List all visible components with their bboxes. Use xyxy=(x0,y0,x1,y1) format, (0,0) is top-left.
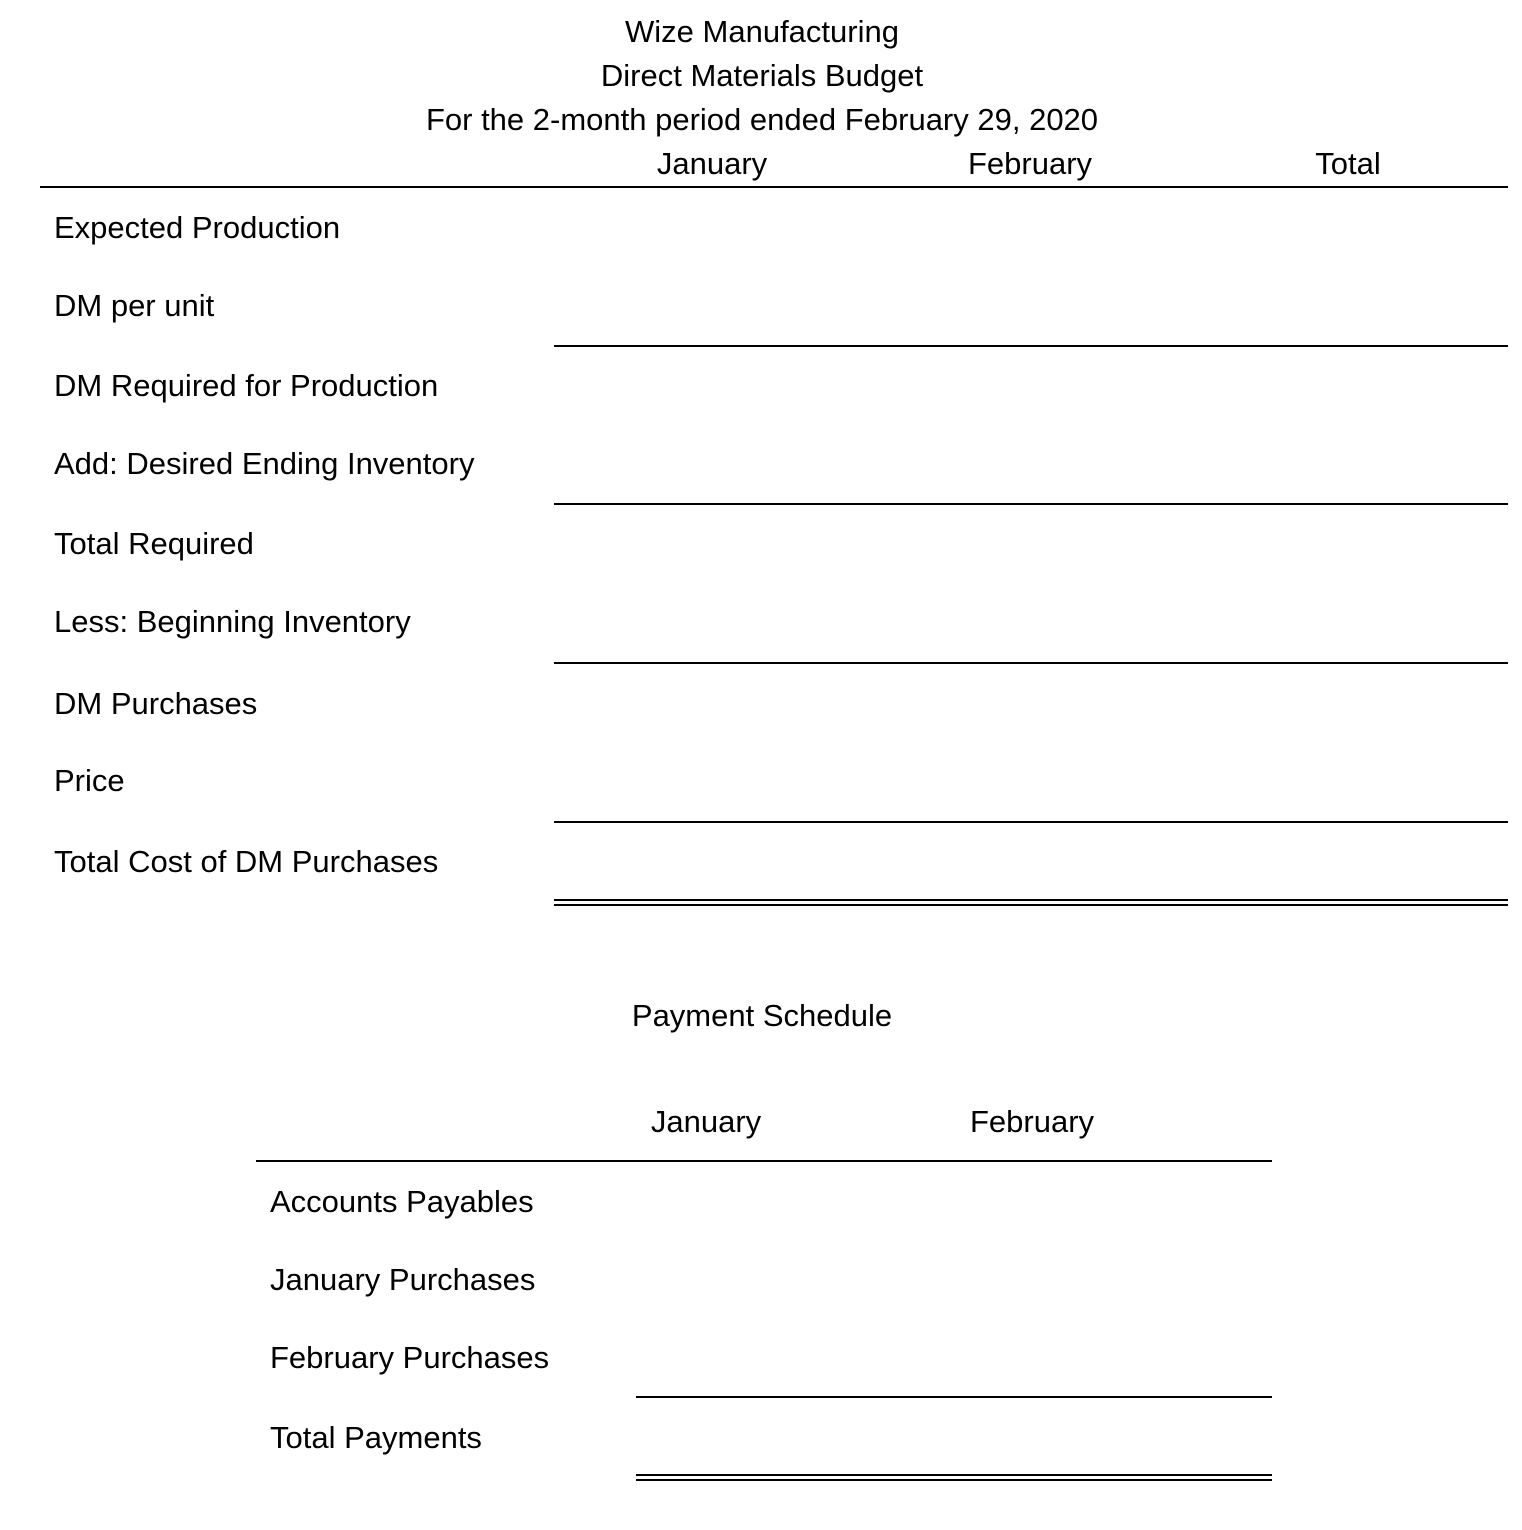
payment-col-january: January xyxy=(650,1104,762,1139)
row-total-cost-dm-purchases: Total Cost of DM Purchases xyxy=(54,844,439,879)
row-total-payments: Total Payments xyxy=(270,1420,482,1455)
row-january-purchases: January Purchases xyxy=(270,1262,536,1297)
budget-col-january: January xyxy=(656,146,768,181)
payment-total-double-rule xyxy=(636,1474,1272,1481)
payment-header-rule xyxy=(256,1160,1272,1162)
payment-subtotal-rule xyxy=(636,1396,1272,1398)
row-beginning-inventory: Less: Beginning Inventory xyxy=(54,604,411,639)
subtotal-rule xyxy=(554,345,1508,347)
payment-schedule-title: Payment Schedule xyxy=(631,998,893,1033)
subtotal-rule xyxy=(554,662,1508,664)
row-february-purchases: February Purchases xyxy=(270,1340,550,1375)
row-dm-per-unit: DM per unit xyxy=(54,288,215,323)
row-expected-production: Expected Production xyxy=(54,210,341,245)
row-price: Price xyxy=(54,763,125,798)
subtotal-rule xyxy=(554,503,1508,505)
row-dm-purchases: DM Purchases xyxy=(54,686,258,721)
budget-col-total: Total xyxy=(1315,146,1381,181)
payment-col-february: February xyxy=(969,1104,1095,1139)
header-rule xyxy=(40,186,1508,188)
row-desired-ending-inventory: Add: Desired Ending Inventory xyxy=(54,446,475,481)
row-total-required: Total Required xyxy=(54,526,254,561)
report-period: For the 2-month period ended February 29, 2020 xyxy=(425,102,1099,137)
report-title: Direct Materials Budget xyxy=(600,58,924,93)
row-dm-required: DM Required for Production xyxy=(54,368,439,403)
row-accounts-payables: Accounts Payables xyxy=(270,1184,534,1219)
total-double-rule xyxy=(554,899,1508,906)
company-name: Wize Manufacturing xyxy=(625,14,899,49)
budget-col-february: February xyxy=(967,146,1093,181)
subtotal-rule xyxy=(554,821,1508,823)
